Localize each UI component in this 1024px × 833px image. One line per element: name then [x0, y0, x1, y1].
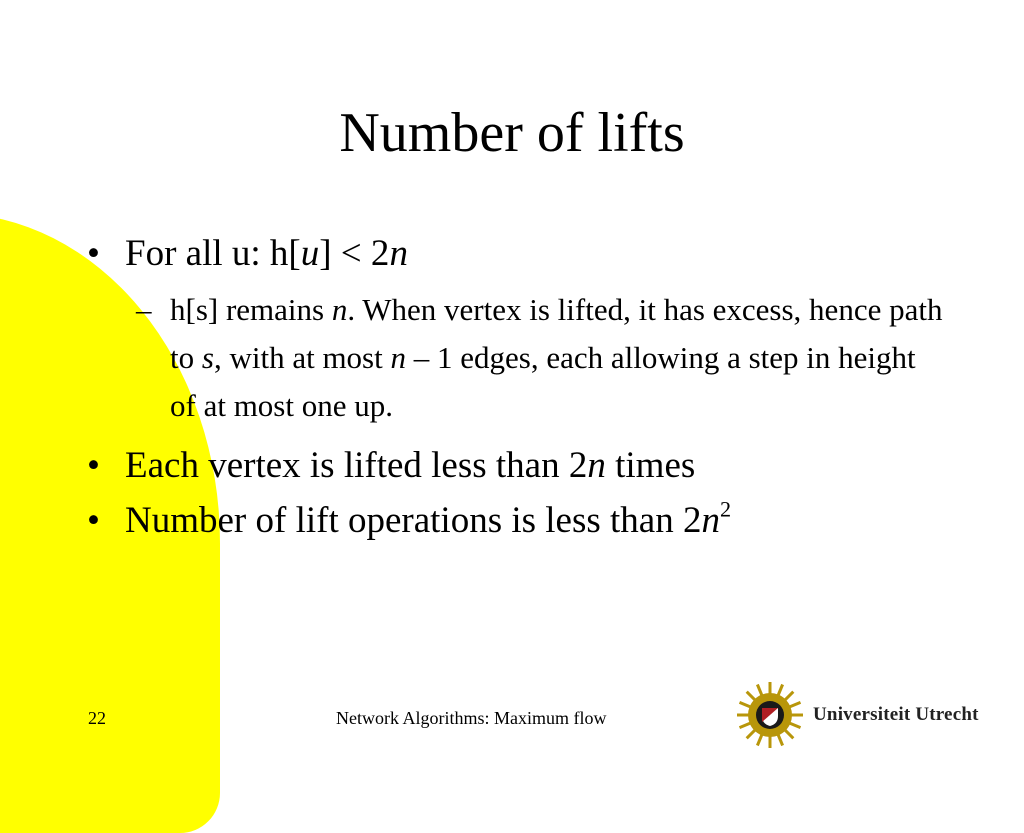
sun-seal-icon	[735, 680, 805, 750]
footer-course-title: Network Algorithms: Maximum flow	[336, 708, 607, 728]
bullet-vertex-lifts	[87, 444, 947, 488]
sub-bullet-dash: –	[136, 292, 152, 328]
bullet-dot: •	[87, 499, 100, 541]
slide-content	[87, 232, 947, 553]
var-n: n	[701, 499, 720, 541]
bullet-text-pre: For all u: h[	[125, 233, 301, 274]
var-n: n	[587, 445, 606, 487]
logo-text: Universiteit Utrecht	[813, 704, 979, 725]
bullet-text-pre: Number of lift operations is less than 2	[125, 499, 702, 541]
bullet-text-pre: Each vertex is lifted less than 2	[125, 445, 588, 487]
exponent: 2	[719, 496, 732, 522]
var-u: u	[300, 233, 320, 274]
university-logo	[735, 680, 995, 752]
var-s: s	[201, 340, 214, 376]
var-n-2: n	[390, 340, 406, 376]
var-n: n	[389, 233, 408, 274]
bullet-dot: •	[87, 445, 100, 487]
bullet-total-lifts	[87, 496, 947, 543]
bullet-text-post: times	[605, 445, 696, 487]
slide-title: Number of lifts	[339, 102, 685, 164]
page-number: 22	[88, 708, 106, 728]
sub-text-4: – 1 edges, each allowing a step in height of at most one up.	[170, 340, 916, 424]
sub-text-2: . When vertex is lifted, it has excess, hence path to	[170, 292, 943, 376]
bullet-height-bound	[87, 232, 947, 276]
sub-bullet-explanation	[87, 286, 947, 430]
var-n-1: n	[331, 292, 348, 328]
sub-text-1: h[s] remains	[170, 292, 332, 328]
bullet-text-mid: ] < 2	[319, 233, 390, 274]
sub-text-3: , with at most	[213, 340, 391, 376]
bullet-dot: •	[87, 233, 100, 274]
